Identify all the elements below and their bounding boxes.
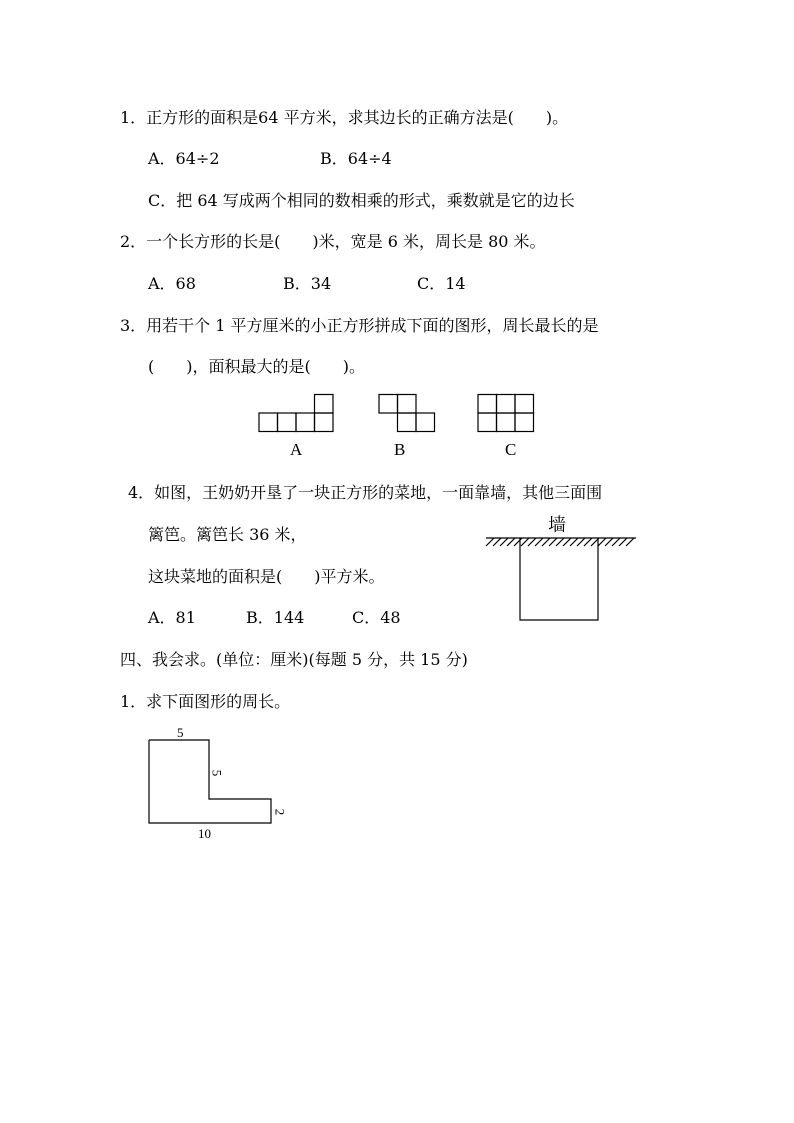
q2-stem: 2．一个长方形的长是( )米，宽是 6 米，周长是 80 米。 xyxy=(120,232,546,251)
q1-stem: 1．正方形的面积是64 平方米，求其边长的正确方法是( )。 xyxy=(120,108,569,127)
q2-option-c: C．14 xyxy=(417,274,466,293)
dim-inner-label: 5 xyxy=(209,769,225,777)
shape-b-label: B xyxy=(394,440,406,459)
q1-option-c: C．把 64 写成两个相同的数相乘的形式，乘数就是它的边长 xyxy=(148,191,575,210)
q2-option-a: A．68 xyxy=(148,274,196,293)
q4-line2: 篱笆。篱笆长 36 米， xyxy=(148,525,307,544)
q1-option-a: A．64÷2 xyxy=(148,149,220,168)
wall-garden-figure xyxy=(484,536,640,624)
q4-option-b: B．144 xyxy=(246,608,305,627)
q4-stem: 4．如图，王奶奶开垦了一块正方形的菜地，一面靠墙，其他三面围 xyxy=(128,483,603,502)
shape-a-figure xyxy=(258,394,338,434)
q3-stem: 3．用若干个 1 平方厘米的小正方形拼成下面的图形，周长最长的是 xyxy=(120,316,599,335)
shape-b-figure xyxy=(378,394,438,434)
q3-stem-cont: ( )，面积最大的是( )。 xyxy=(148,357,365,376)
shape-c-label: C xyxy=(505,440,517,459)
q4-line3: 这块菜地的面积是( )平方米。 xyxy=(148,567,385,586)
wall-label: 墙 xyxy=(548,515,566,536)
q4-option-c: C．48 xyxy=(352,608,401,627)
q1-option-b: B．64÷4 xyxy=(320,149,392,168)
q4-option-a: A．81 xyxy=(148,608,196,627)
q2-option-b: B．34 xyxy=(283,274,332,293)
shape-a-label: A xyxy=(290,440,303,459)
section4-q1-stem: 1．求下面图形的周长。 xyxy=(120,692,291,711)
section4-heading: 四、我会求。(单位：厘米)(每题 5 分，共 15 分) xyxy=(120,650,468,669)
shape-c-figure xyxy=(477,394,537,434)
dim-bottom-label: 10 xyxy=(198,826,211,841)
dim-top-label: 5 xyxy=(177,725,184,740)
l-shape-figure xyxy=(140,720,300,844)
dim-right-label: 2 xyxy=(272,808,288,816)
